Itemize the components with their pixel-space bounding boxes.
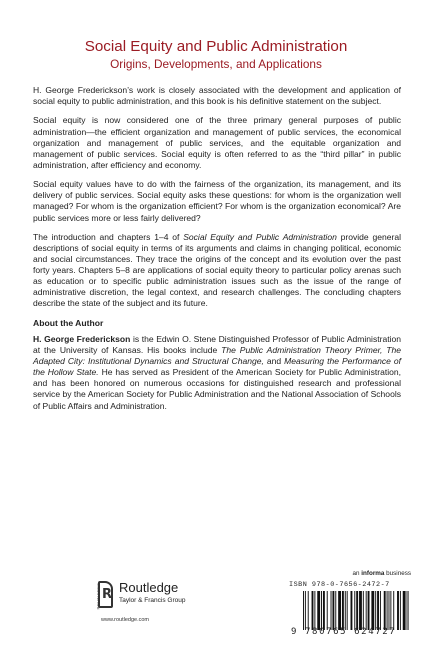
barcode-bar	[407, 591, 408, 630]
about-paragraph	[33, 334, 401, 412]
publisher-tagline: Taylor & Francis Group	[119, 597, 186, 604]
barcode-bar	[345, 591, 346, 630]
intro-book-title: Social Equity and Public Administration	[183, 231, 337, 242]
logo-mark-letter: R	[102, 587, 113, 602]
barcode-bar	[323, 591, 325, 630]
about-text-3: He has served as President of the American Society for Public Administration, and has been honored on numerous occasions for distinguished research and professional service by the American Society for Public Administration and the National Association of Schools of Public Affairs and Administration.	[33, 367, 401, 411]
paragraph-1: H. George Frederickson’s work is closely associated with the development and application of social equity to public administration, and this book is his definitive statement on the subject.	[33, 85, 401, 107]
paragraph-3: Social equity values have to do with the fairness of the organization, its management, and its delivery of public services. Social equity asks these questions: for whom is the organization well managed? For whom is the organization efficient? For whom is the organization economical? Are public services more or less fairly delivered?	[33, 179, 401, 223]
paragraph-2: Social equity is now considered one of the three primary general purposes of public administration—the efficient organization and management of public services, the economical organization and management of public services, and the equitable organization and management of public services. Social equity is often referred to as the “third pillar” in public administration, after efficiency and economy.	[33, 115, 401, 170]
barcode-bar	[331, 591, 332, 630]
barcode-bar	[338, 591, 341, 630]
barcode-bar	[321, 591, 322, 630]
barcode-bar	[347, 591, 348, 630]
author-name: H. George Frederickson	[33, 333, 131, 344]
intro-text-1: The introduction and chapters 1–4 of	[33, 231, 184, 242]
barcode-bar	[393, 591, 394, 630]
about-text-2: and	[263, 356, 285, 367]
barcode-bar	[354, 591, 355, 630]
informa-suffix: business	[384, 570, 411, 577]
barcode-bar	[356, 591, 358, 630]
barcode-bar	[397, 591, 399, 630]
barcode-bar	[305, 591, 306, 630]
barcode-bar	[314, 591, 315, 630]
about-heading: About the Author	[33, 317, 104, 328]
paragraph-intro	[33, 232, 401, 310]
intro-text-2: provide general descriptions of social equity in terms of its arguments and claims in changing political, economic and social circumstances. They trace the origins of the concept and its evolution over the past forty years. Chapters 5–8 are applications of social equity theory to particular policy arenas such as education or to specific public administration issues such as the issue of the range of administrative discretion, the legal context, and research challenges. The concluding chapters describe the state of the subject and its future.	[33, 231, 402, 309]
barcode-block	[289, 570, 411, 640]
barcode-bar	[380, 591, 381, 630]
informa-prefix: an	[352, 570, 362, 577]
book-title: Social Equity and Public Administration	[84, 38, 348, 55]
barcode-bar	[408, 591, 409, 630]
barcode-bar	[371, 591, 374, 630]
barcode-bar	[359, 591, 362, 630]
informa-brand: informa	[361, 570, 385, 577]
barcode-bar	[342, 591, 344, 630]
barcode-bar	[332, 591, 334, 630]
barcode-bar	[312, 591, 314, 630]
barcode-bar	[335, 591, 336, 630]
logo-side-text: ROUTLEDGE	[95, 582, 101, 610]
publisher-logo	[95, 579, 238, 629]
barcode-bar	[303, 591, 304, 630]
publisher-url: www.routledge.com	[101, 617, 149, 623]
barcode-bar	[400, 591, 401, 630]
barcode-bar	[387, 591, 388, 630]
barcode-bar	[351, 591, 353, 630]
barcode-bar	[363, 591, 364, 630]
barcode-digits: 9 780765 624727	[291, 627, 397, 637]
barcode-bar	[317, 591, 320, 630]
barcode-bar	[384, 591, 386, 630]
barcode-bar	[327, 591, 328, 630]
back-cover-text	[33, 85, 401, 420]
barcode-bar	[375, 591, 376, 630]
isbn-text: ISBN 978-0-7656-2472-7	[289, 581, 390, 589]
about-text-1: is the Edwin O. Stene Distinguished Professor of Public Administration at the University of Kansas. His books include	[33, 333, 401, 356]
barcode-bar	[390, 591, 391, 630]
about-book-1: The Public Administration Theory Primer, The Adapted City: Institutional Dynamics and Structural Change,	[33, 345, 401, 367]
book-subtitle: Origins, Developments, and Applications	[110, 57, 322, 71]
barcode-bars	[303, 591, 409, 630]
informa-text	[353, 570, 411, 577]
barcode-bar	[377, 591, 379, 630]
publisher-name: Routledge	[119, 580, 179, 595]
barcode-bar	[389, 591, 390, 630]
barcode-bar	[366, 591, 367, 630]
barcode-bar	[368, 591, 370, 630]
barcode-bar	[403, 591, 406, 630]
about-book-2: Measuring the Performance of the Hollow State.	[33, 356, 402, 378]
barcode-bar	[308, 591, 309, 630]
